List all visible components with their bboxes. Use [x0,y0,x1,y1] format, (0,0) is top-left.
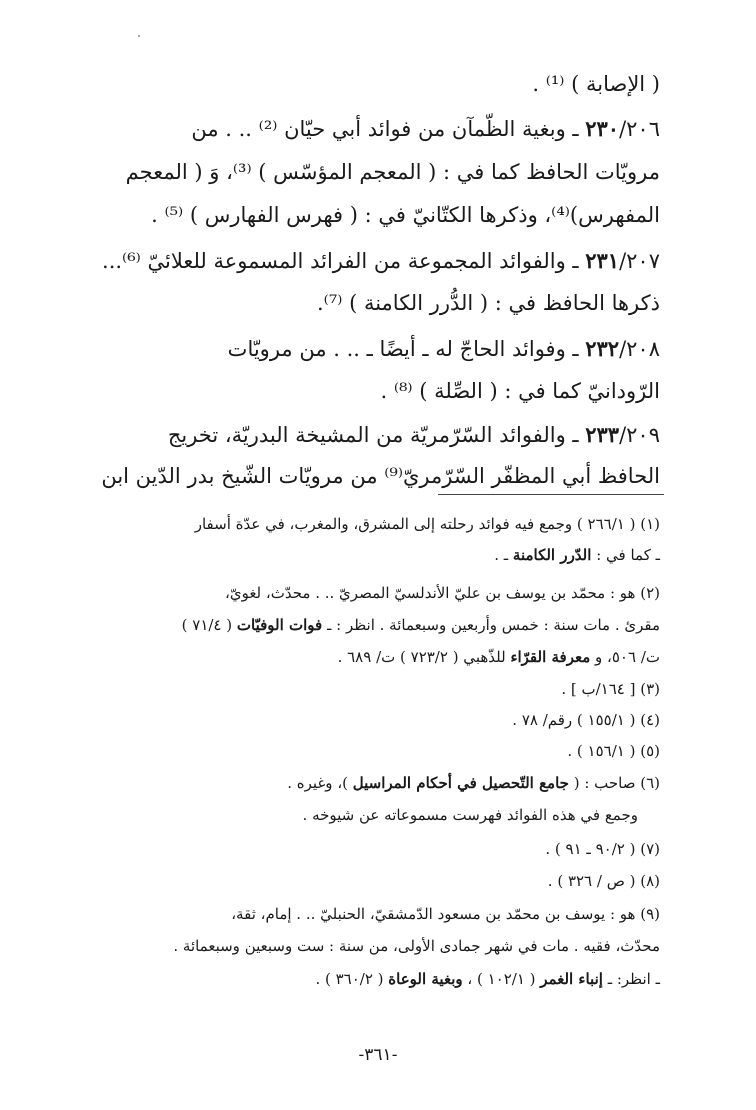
footnote-text: مقرئ . مات سنة : خمس وأربعين وسبعمائة . انظر : ـ [322,616,660,634]
entry-number: ٢٣٠ [585,116,620,141]
footnote-5: (٥) ( ١٥٦/١ ) . [567,742,660,760]
footnote-text: ـ . [494,546,513,564]
footnote-2-cont2 [108,648,660,666]
footnote-text: ـ انظر: ـ [602,970,660,988]
footnote-text: ت/ ٥٠٦، و [590,648,660,666]
footnote-text: ـ كما في : [591,546,660,564]
footnote-text: )، وغيره . [287,774,353,792]
footnote-6-cont: وجمع في هذه الفوائد فهرست مسموعاته عن شيوخه . [302,806,638,824]
entry-233 [108,422,660,448]
book-title: معرفة القرّاء [510,648,591,666]
entry-number: ٢٣٢ [585,336,620,361]
entry-text: /٢٠٧ ـ والفوائد المجموعة من الفرائد المسموعة للعلائيّ ⁽⁶⁾... [102,249,660,273]
speck [138,35,140,37]
footnote-8: (٨) ( ص / ٣٢٦ ) . [547,872,660,890]
footnote-7: (٧) ( ٩٠/٢ ـ ٩١ ) . [545,840,660,858]
footnote-9-cont: محدّث، فقيه . مات في شهر جمادى الأولى، من سنة : ست وسبعين وسبعمائة . [173,937,660,955]
main-line-6: ذكرها الحافظ في : ( الدُّرر الكامنة ) ⁽⁷⁾. [316,291,660,315]
entry-number: ٢٣١ [585,248,620,273]
footnote-9: (٩) هو : يوسف بن محمّد بن مسعود الدّمشقيّ، الحنبليّ .. . إمام، ثقة، [231,905,660,923]
entry-text: /٢٠٨ ـ وفوائد الحاجّ له ـ أيضًا ـ .. . من مرويّات [227,337,660,361]
footnote-1-cont [108,546,660,564]
book-title: فوات الوفيّات [236,616,323,634]
entry-232 [108,336,660,362]
footnote-1: (١) ( ٢٦٦/١ ) وجمع فيه فوائد رحلته إلى المشرق، والمغرب، في عدّة أسفار [194,515,660,533]
entry-231 [102,248,660,274]
book-title: جامع التّحصيل في أحكام المراسيل [352,774,569,792]
book-title: وبغية الوعاة [388,970,463,988]
footnote-9-cont2 [108,970,660,988]
footnote-3: (٣) [ ١٦٤/ب ] . [561,680,660,698]
book-title: إنباء الغمر [540,970,603,988]
footnote-text: ( ٧١/٤ ) [181,616,237,634]
entry-number: ٢٣٣ [585,422,620,447]
footnote-4: (٤) ( ١٥٥/١ ) رقم/ ٧٨ . [512,711,660,729]
main-line-1: ( الإصابة ) ⁽¹⁾ . [532,72,660,96]
entry-text: /٢٠٦ ـ وبغية الظّمآن من فوائد أبي حيّان ⁽²⁾ .. . من [191,117,660,141]
footnote-2: (٢) هو : محمّد بن يوسف بن عليّ الأندلسيّ المصريّ .. . محدّث، لغويّ، [224,584,660,602]
footnote-separator [438,494,664,495]
footnote-2-cont [108,616,660,634]
footnote-text: ( ١٠٢/١ ) ، [462,970,541,988]
entry-text: /٢٠٩ ـ والفوائد السّرّمريّة من المشيخة البدريّة، تخريج [167,423,660,447]
entry-230 [108,116,660,142]
footnote-6 [108,774,660,792]
main-line-10: الحافظ أبي المظفّر السّرّمريّ⁽⁹⁾ من مرويّات الشّيخ بدر الدّين ابن [101,464,660,488]
footnote-text: (٦) صاحب : ( [568,774,660,792]
main-line-4: المفهرس)⁽⁴⁾، وذكرها الكتّانيّ في : ( فهرس الفهارس ) ⁽⁵⁾ . [151,203,660,227]
book-title: الدّرر الكامنة [512,546,592,564]
main-line-8: الرّودانيّ كما في : ( الصِّلة ) ⁽⁸⁾ . [380,379,660,403]
footnote-text: للذّهبي ( ٧٢٣/٢ ) ت/ ٦٨٩ . [337,648,511,666]
main-line-3: مرويّات الحافظ كما في : ( المعجم المؤسّس ) ⁽³⁾، وَ ( المعجم [125,160,660,184]
page-number: -٣٦١- [358,1045,398,1065]
footnote-text: ( ٣٦٠/٢ ) . [315,970,389,988]
